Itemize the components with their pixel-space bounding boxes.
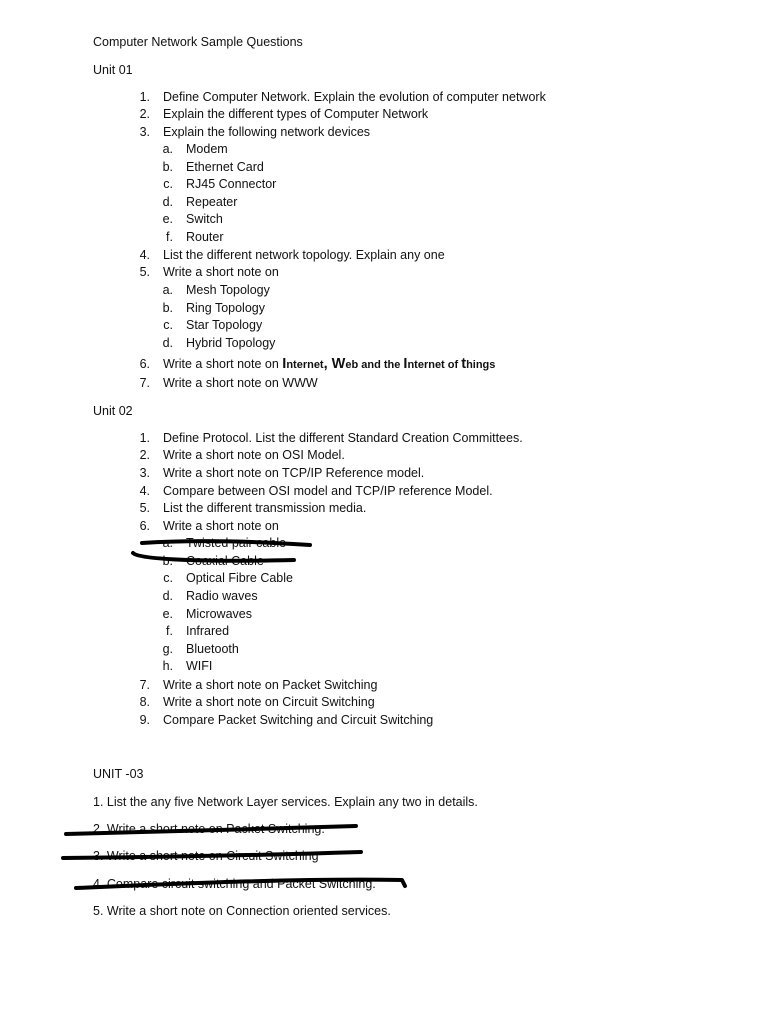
list-item: 2. Write a short note on Packet Switching.: [93, 822, 325, 836]
document-page: Computer Network Sample Questions Unit 01 1. Define Computer Network. Explain the evolution of computer network 2. Explain the different types of Computer Network 3. Explain the following network devices a. Modem b. Ethernet Card c. RJ45 Connector d. Repeater e. Switch f. Router 4. List the different network topology. Explain any one 5. Write a short note on a. Mesh Topology b. Ring Topology c. Star Topology d. Hybrid Topology 6. Write a short note on Internet, Web and the Internet of things 7. Write a short note on WWW Unit 02 1. Define Protocol. List the different Standard Creation Committees. 2. Write a short note on OSI Model. 3. Write a short note on TCP/IP Reference model. 4. Compare between OSI model and TCP/IP reference Model. 5. List the different transmission media. 6. Write a short note on a. Twisted pair cable b. Coaxial Cable c. Optical Fibre Cable d. Radio waves e. Microwaves f. Infrared g. Bluetooth h. WIFI 7. Write a short note on Packet Switching 8. Write a short note on Circuit Switching 9. Compare Packet Switching and Circuit Switching UNIT -03 1. List the any five Network Layer services. Explain any two in details. 2. Write a short note on Packet Switching. 3. Write a short note on Circuit Switching 4. Compare circuit switching and Packet Switching. 5. Write a short note on Connection oriented services.: [0, 0, 768, 1024]
list-item: 5. Write a short note on Connection oriented services.: [93, 904, 391, 918]
unit-01-heading: Unit 01: [93, 63, 133, 77]
list-item: 1. List the any five Network Layer services. Explain any two in details.: [93, 795, 478, 809]
document-title: Computer Network Sample Questions: [93, 35, 303, 49]
list-item: 3. Write a short note on Circuit Switching: [93, 849, 319, 863]
list-item: 4. Compare circuit switching and Packet Switching.: [93, 877, 376, 891]
mixed-format-text: Write a short note on Internet, Web and the Internet of things: [163, 356, 496, 372]
unit-02-heading: Unit 02: [93, 404, 133, 418]
unit-03-heading: UNIT -03: [93, 767, 144, 781]
